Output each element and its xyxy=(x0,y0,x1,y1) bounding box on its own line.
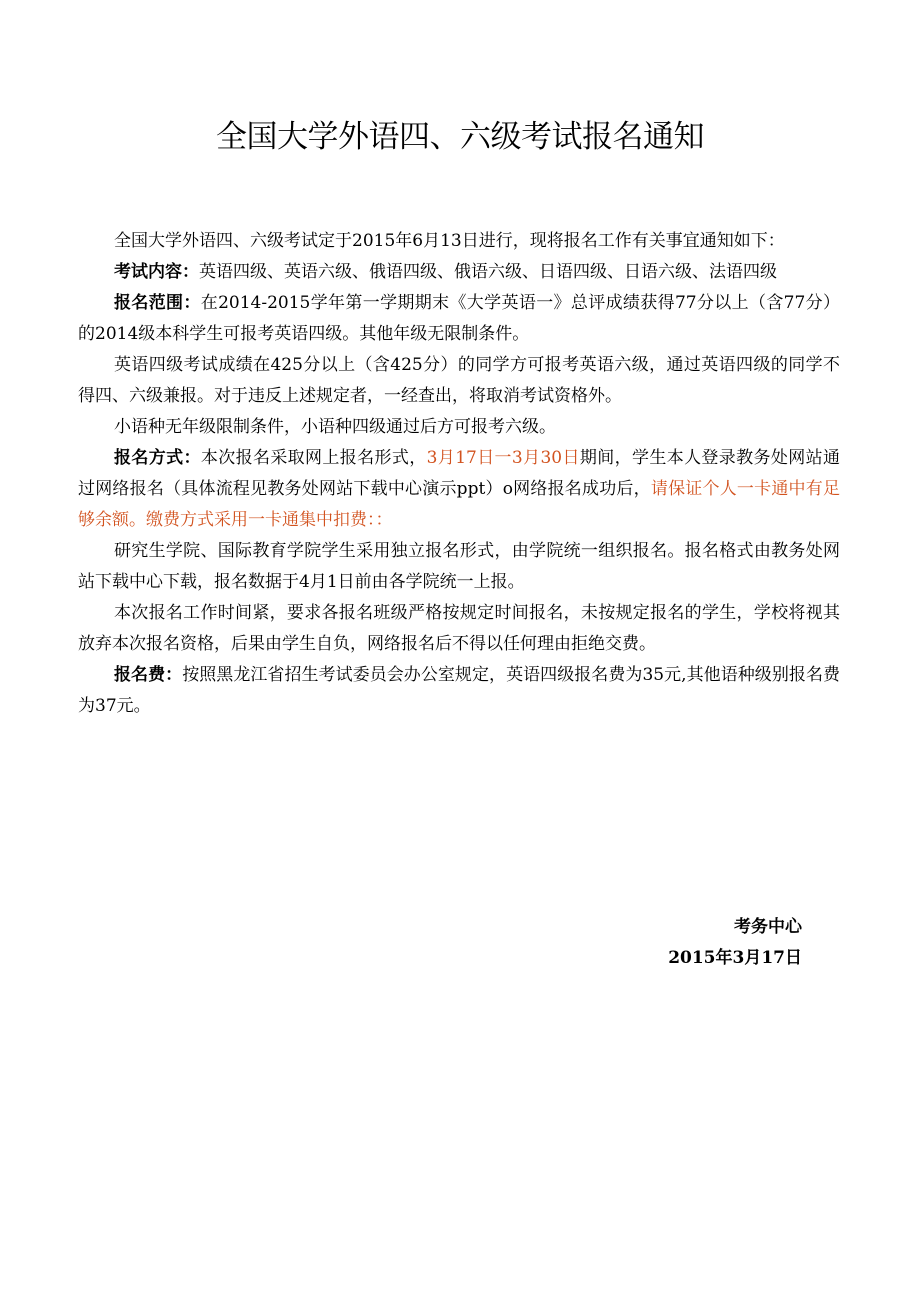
method-paragraph xyxy=(78,443,840,536)
payment-note: 请保证个人一卡通中有足够余额。缴费方式采用一卡通集中扣费：： xyxy=(78,479,840,530)
exam-content-text: 英语四级、英语六级、俄语四级、俄语六级、日语四级、日语六级、法语四级 xyxy=(199,262,777,282)
signature-block xyxy=(668,912,802,974)
registration-period: 3月17日一3月30日 xyxy=(426,448,580,468)
fee-paragraph xyxy=(78,660,840,722)
deadline-warning-paragraph: 本次报名工作时间紧，要求各报名班级严格按规定时间报名，未按规定报名的学生，学校将视其放弃本次报名资格，后果由学生自负，网络报名后不得以任何理由拒绝交费。 xyxy=(78,603,840,654)
exam-content-paragraph xyxy=(78,257,840,288)
notice-body xyxy=(78,226,840,722)
exam-content-label: 考试内容： xyxy=(114,262,199,282)
cet6-rule-paragraph: 英语四级考试成绩在425分以上（含425分）的同学方可报考英语六级，通过英语四级的同学不得四、六级兼报。对于违反上述规定者，一经查出，将取消考试资格外。 xyxy=(78,355,840,406)
signature-org: 考务中心 xyxy=(734,917,802,937)
scope-paragraph xyxy=(78,288,840,350)
graduate-paragraph: 研究生学院、国际教育学院学生采用独立报名形式，由学院统一组织报名。报名格式由教务处网站下载中心下载，报名数据于4月1日前由各学院统一上报。 xyxy=(78,541,840,592)
scope-label: 报名范围： xyxy=(114,293,201,313)
fee-text: 按照黑龙江省招生考试委员会办公室规定，英语四级报名费为35元,其他语种级别报名费为37元。 xyxy=(78,665,840,716)
minor-languages-paragraph: 小语种无年级限制条件，小语种四级通过后方可报考六级。 xyxy=(114,417,556,437)
scope-text: 在2014-2015学年第一学期期末《大学英语一》总评成绩获得77分以上（含77分）的2014级本科学生可报考英语四级。其他年级无限制条件。 xyxy=(78,293,840,344)
intro-paragraph: 全国大学外语四、六级考试定于2015年6月13日进行，现将报名工作有关事宜通知如下： xyxy=(114,231,785,251)
page-title: 全国大学外语四、六级考试报名通知 xyxy=(216,119,704,155)
method-label: 报名方式： xyxy=(114,448,201,468)
signature-date: 2015年3月17日 xyxy=(668,948,802,968)
fee-label: 报名费： xyxy=(114,665,183,685)
method-text-before: 本次报名采取网上报名形式， xyxy=(200,448,427,468)
method-text-middle: 期间，学生本人登录教务处网站通过网络报名（具体流程见教务处网站下载中心演示ppt）o网络报名成功后， xyxy=(78,448,841,499)
